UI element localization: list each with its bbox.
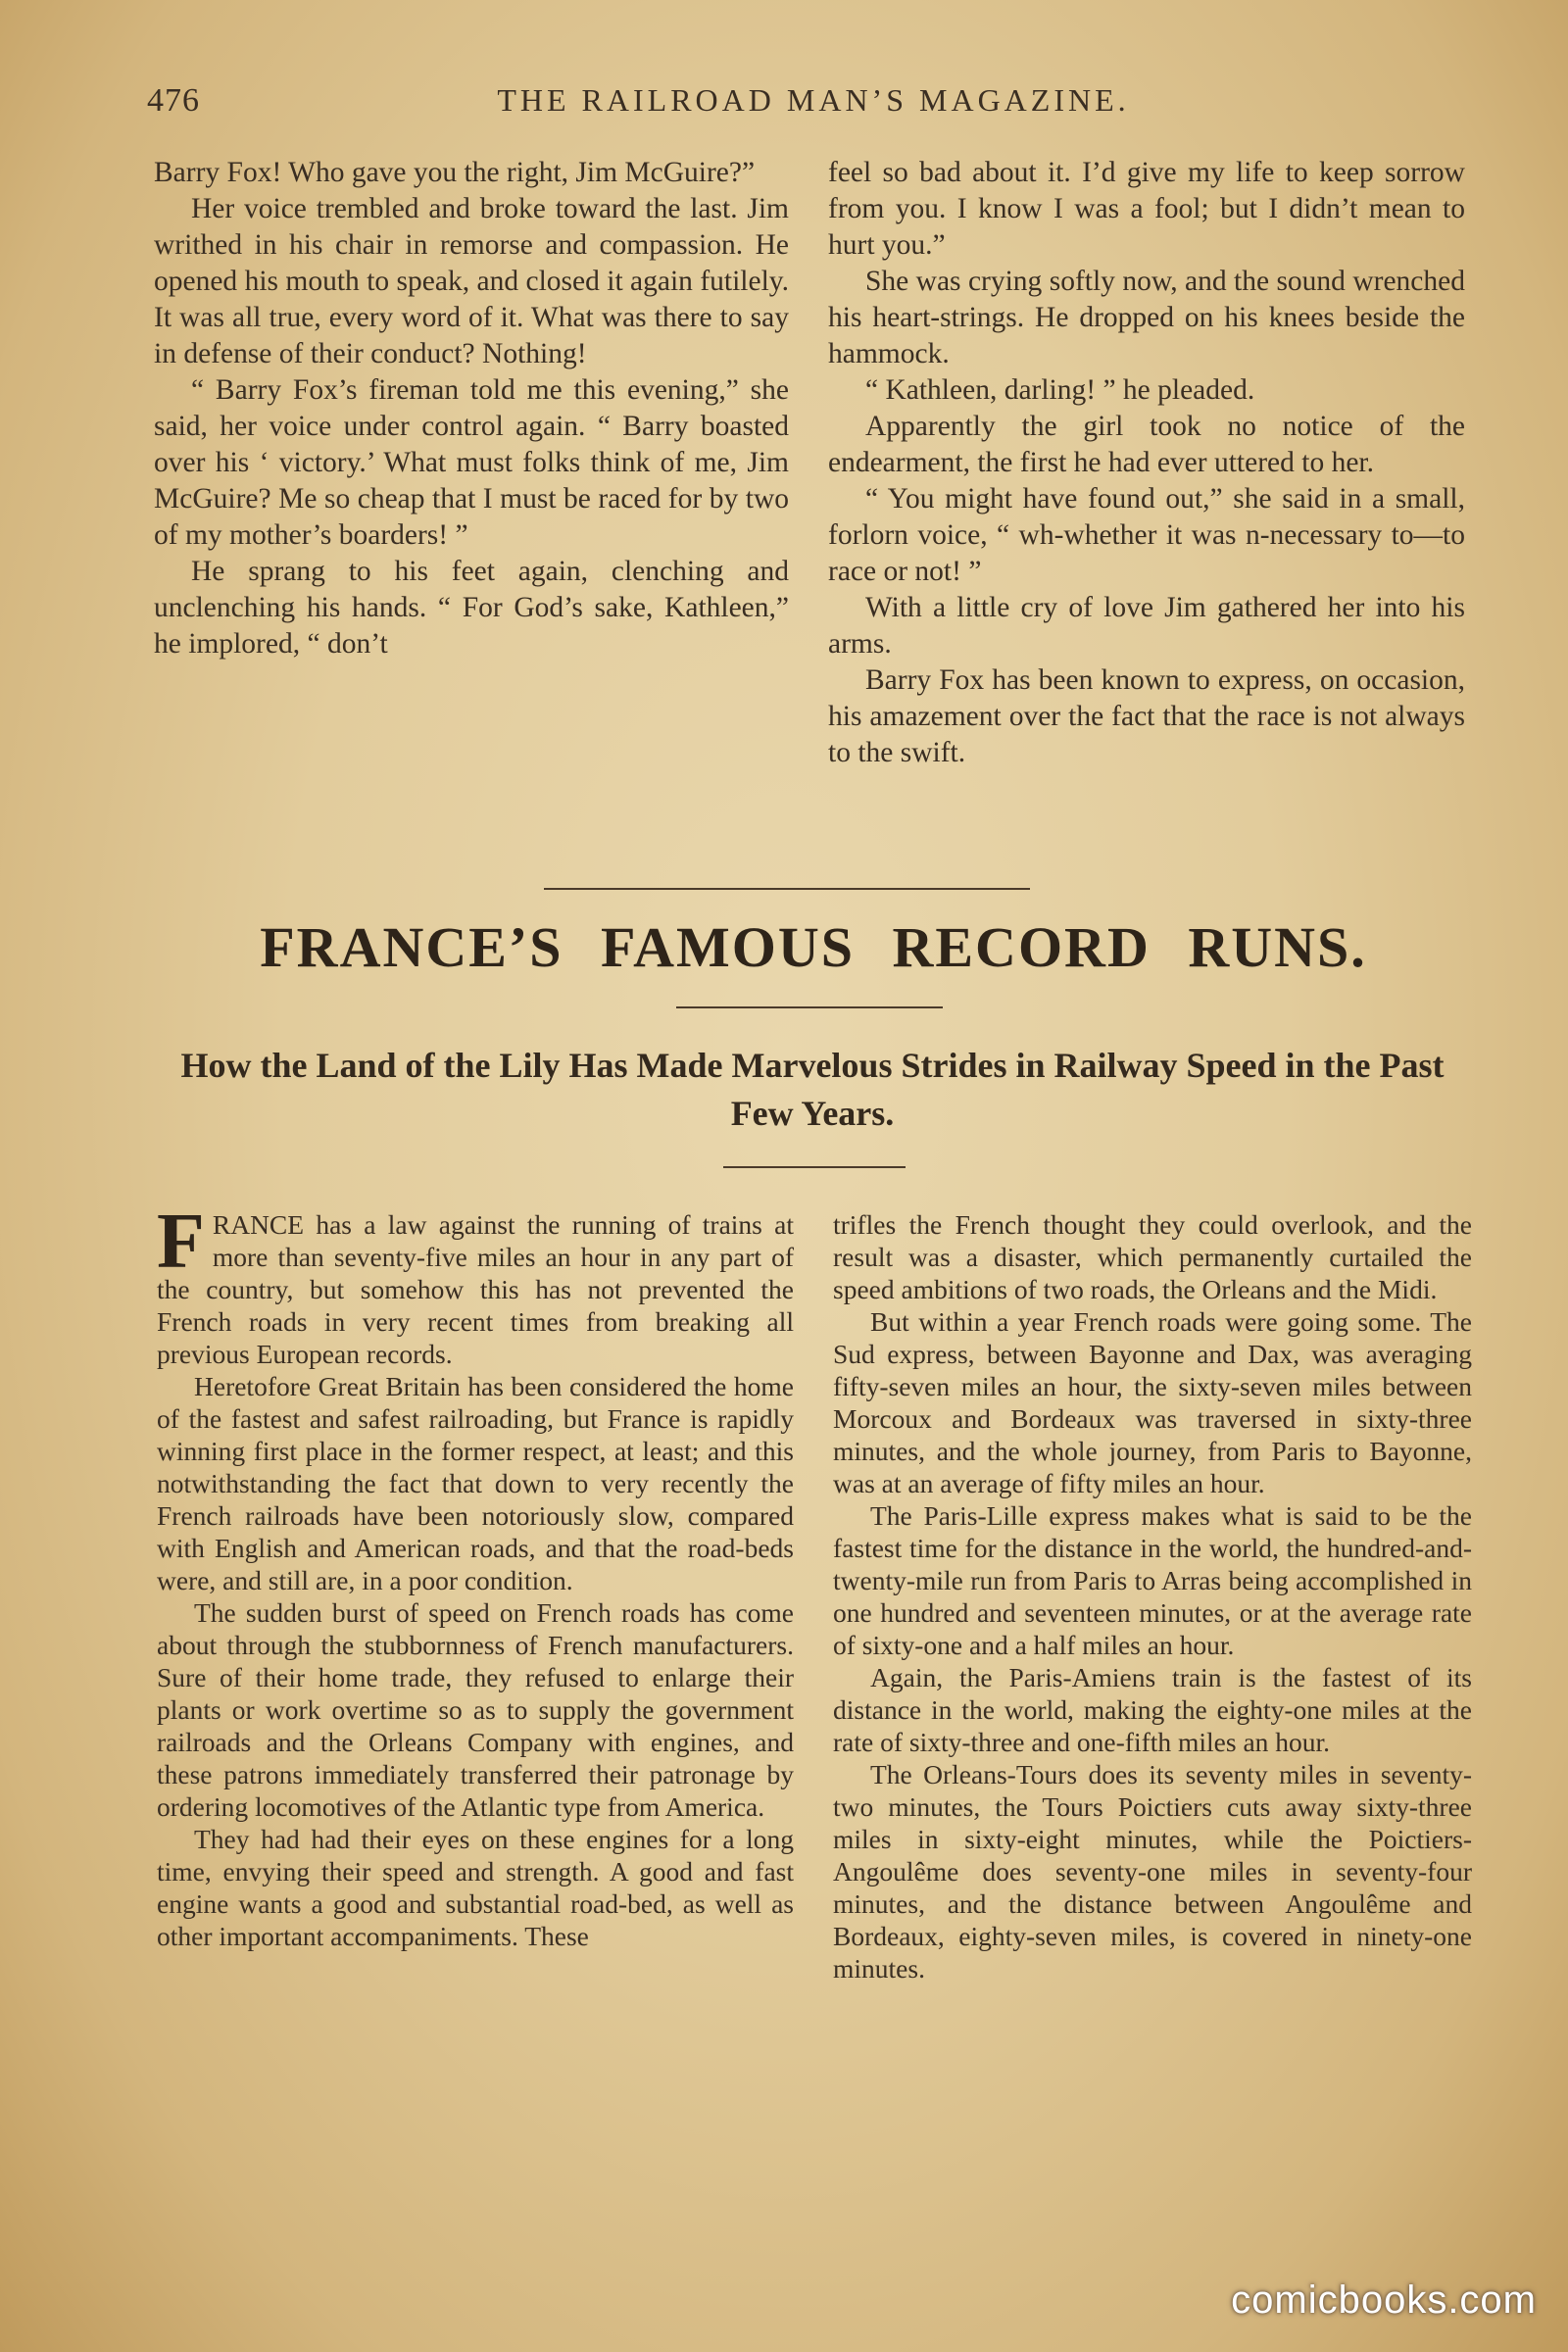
paragraph: She was crying softly now, and the sound wrenched his heart-strings. He dropped on his knees beside the hammock. (828, 266, 1465, 369)
story-column-right (828, 155, 1465, 771)
article-column-left (157, 1199, 794, 1952)
paragraph: The Orleans-Tours does its seventy miles in seventy-two minutes, the Tours Poictiers cuts away sixty-three miles in sixty-eight minutes, while the Poictiers-Angoulême does seventy-one miles in seventy-four minutes, and the distance between Angoulême and Bordeaux, eighty-seven miles, is covered in ninety-one minutes. (833, 1759, 1472, 1984)
paragraph: Heretofore Great Britain has been considered the home of the fastest and safest railroading, but France is rapidly winning first place in the former respect, at least; and this notwithstanding the fact that down to very recently the French railroads have been notoriously slow, compared with English and American roads, and that the road-beds were, and still are, in a poor condition. (157, 1371, 794, 1595)
paragraph: They had had their eyes on these engines for a long time, envying their speed and strength. A good and fast engine wants a good and substantial road-bed, as well as other important accompaniments. These (157, 1824, 794, 1951)
watermark: comicbooks.com (1231, 2278, 1537, 2322)
article-title: FRANCE’S FAMOUS RECORD RUNS. (260, 915, 1367, 979)
section-divider (544, 888, 1030, 890)
paragraph: He sprang to his feet again, clenching and unclenching his hands. “ For God’s sake, Kathleen,” he implored, “ don’t (154, 556, 789, 660)
paragraph-text: RANCE has a law against the running of trains at more than seventy-five miles an hour in any part of the country, but somehow this has not prevented the French roads in very recent times from breaking all previous European records. (157, 1209, 794, 1369)
paragraph: But within a year French roads were going some. The Sud express, between Bayonne and Dax, was averaging fifty-seven miles an hour, the sixty-seven miles between Morcoux and Bordeaux was traversed in sixty-three minutes, and the whole journey, from Paris to Bayonne, was at an average of fifty miles an hour. (833, 1306, 1472, 1498)
paragraph: The Paris-Lille express makes what is said to be the fastest time for the distance in the world, the hundred-and-twenty-mile run from Paris to Arras being accomplished in one hundred and seventeen minutes, or at the average rate of sixty-one and a half miles an hour. (833, 1500, 1472, 1660)
paragraph: “ Kathleen, darling! ” he pleaded. (865, 374, 1255, 406)
drop-cap: F (157, 1199, 205, 1285)
page-number: 476 (147, 82, 200, 119)
page-header (147, 82, 1480, 131)
story-column-left (154, 155, 789, 662)
paragraph: trifles the French thought they could overlook, and the result was a disaster, which permanently curtailed the speed ambitions of two roads, the Orleans and the Midi. (833, 1209, 1472, 1304)
paragraph (157, 1199, 794, 1370)
paragraph: Apparently the girl took no notice of the endearment, the first he had ever uttered to her. (828, 411, 1465, 478)
paragraph: Barry Fox! Who gave you the right, Jim McGuire?” (154, 157, 756, 188)
running-title: THE RAILROAD MAN’S MAGAZINE. (497, 82, 1130, 118)
paragraph: Barry Fox has been known to express, on occasion, his amazement over the fact that the race is not always to the swift. (828, 664, 1465, 768)
paragraph: feel so bad about it. I’d give my life to keep sorrow from you. I know I was a fool; but I didn’t mean to hurt you.” (828, 157, 1465, 261)
subtitle-underline (723, 1166, 906, 1168)
title-underline (676, 1006, 943, 1008)
paragraph: Her voice trembled and broke toward the last. Jim writhed in his chair in remorse and compassion. He opened his mouth to speak, and closed it again futilely. It was all true, every word of it. What was there to say in defense of their conduct? Nothing! (154, 193, 789, 369)
paragraph: Again, the Paris-Amiens train is the fastest of its distance in the world, making the eighty-one miles at the rate of sixty-three and one-fifth miles an hour. (833, 1662, 1472, 1757)
paragraph: “ You might have found out,” she said in a small, forlorn voice, “ wh-whether it was n-necessary to—to race or not! ” (828, 483, 1465, 587)
paragraph: The sudden burst of speed on French roads has come about through the stubbornness of French manufacturers. Sure of their home trade, they refused to enlarge their plants or work overtime so as to supply the government railroads and the Orleans Company with engines, and these patrons immediately transferred their patronage by ordering locomotives of the Atlantic type from America. (157, 1597, 794, 1822)
paragraph: “ Barry Fox’s fireman told me this evening,” she said, her voice under control again. “ Barry boasted over his ‘ victory.’ What must folks think of me, Jim McGuire? Me so cheap that I must be raced for by two of my mother’s boarders! ” (154, 374, 789, 551)
article-subtitle: How the Land of the Lily Has Made Marvelous Strides in Railway Speed in the Past Few Years. (180, 1046, 1445, 1133)
article-column-right (833, 1208, 1472, 1984)
paragraph: With a little cry of love Jim gathered her into his arms. (828, 592, 1465, 660)
